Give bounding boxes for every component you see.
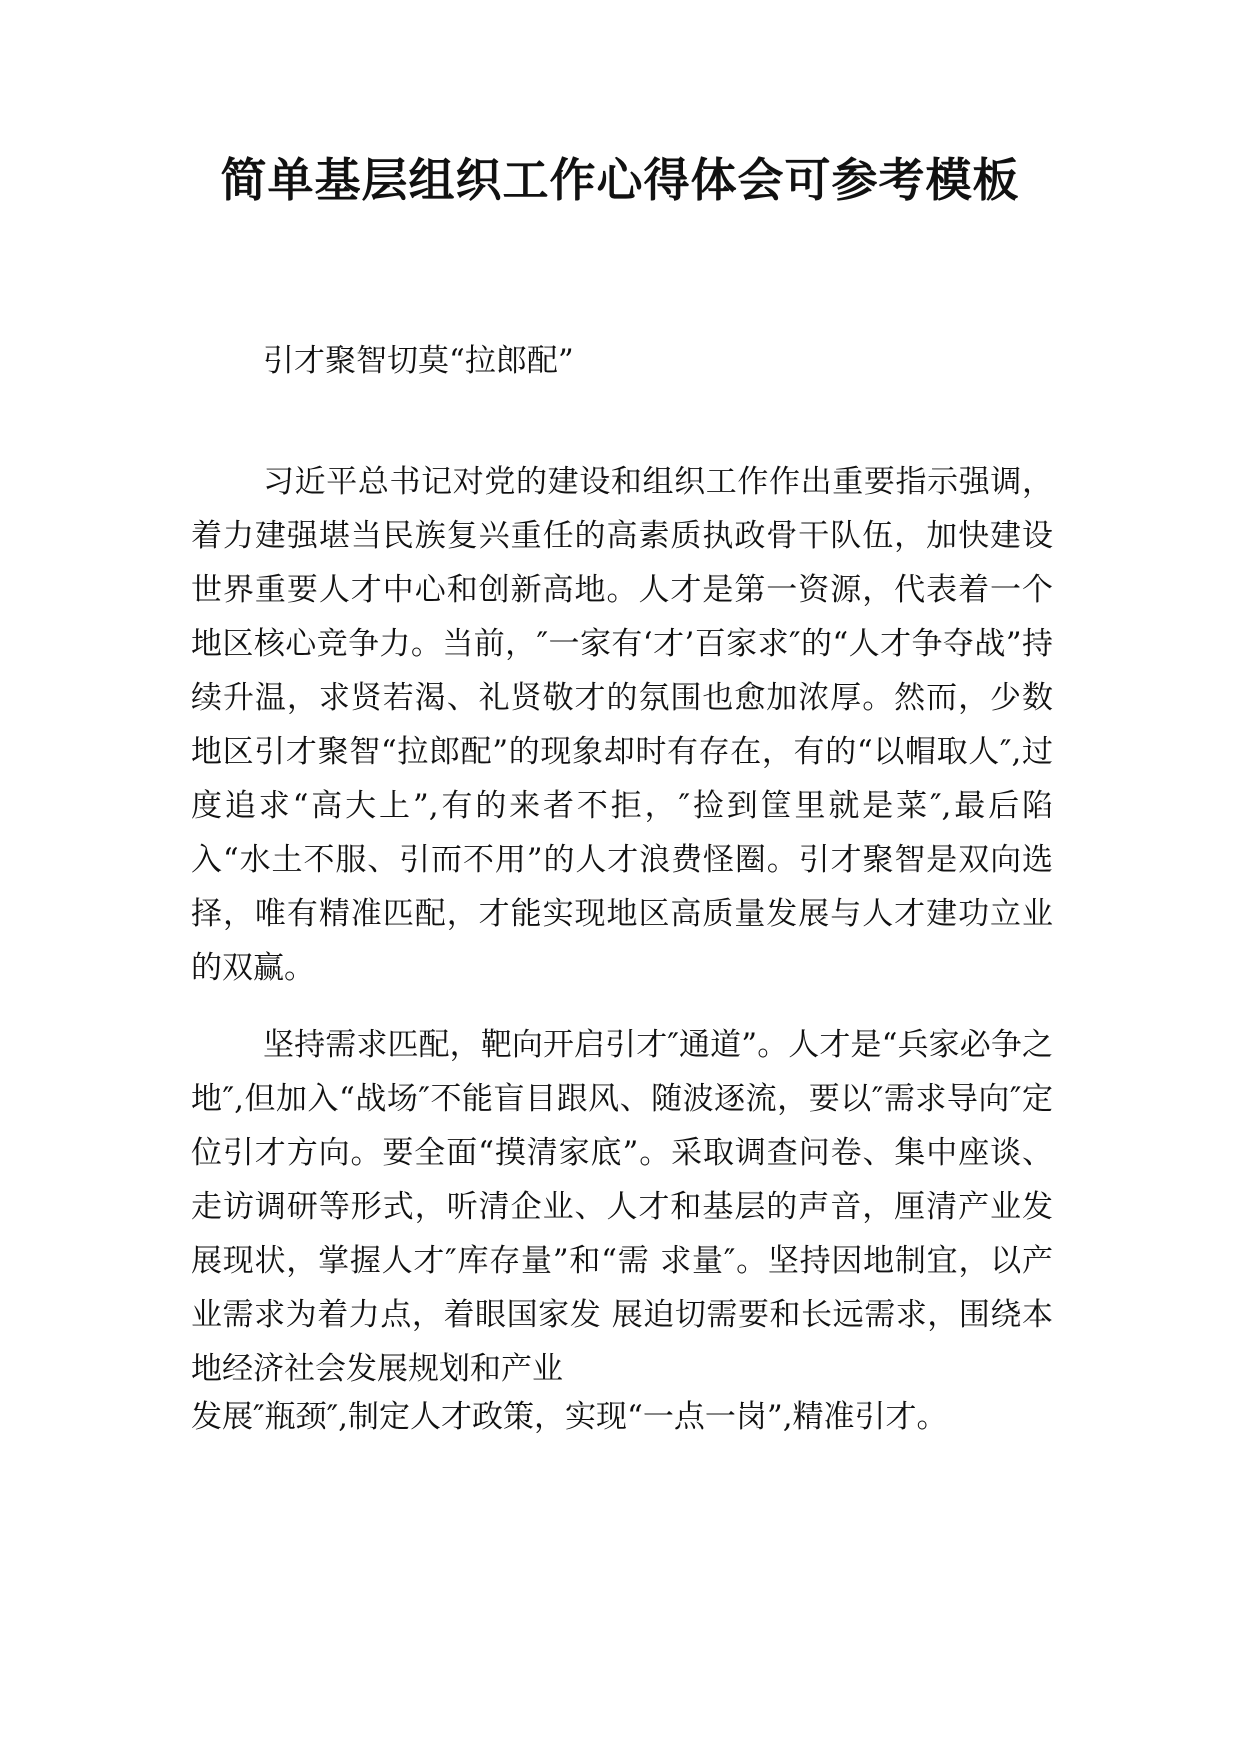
section-subtitle: 引才聚智切莫“拉郎配”	[263, 343, 574, 379]
paragraph-demand-matching: 坚持需求匹配，靶向开启引才″通道”。人才是“兵家必争之地″,但加入“战场″不能盲目跟风、随波逐流，要以″需求导向″定位引才方向。要全面“摸清家底”。采取调查问卷、集中座谈、走访调研等形式，听清企业、人才和基层的声音，厘清产业发展现状，掌握人才″库存量”和“需 求量″。坚持因地制宜，以产业需求为着力点，着眼国家发 展迫切需要和长远需求，围绕本地经济社会发展规划和产业	[191, 1027, 1053, 1387]
paragraph-intro: 习近平总书记对党的建设和组织工作作出重要指示强调，着力建强堪当民族复兴重任的高素质执政骨干队伍，加快建设世界重要人才中心和创新高地。人才是第一资源，代表着一个地区核心竞争力。当前，″一家有‘才’百家求″的“人才争夺战”持续升温，求贤若渴、礼贤敬才的氛围也愈加浓厚。然而，少数地区引才聚智“拉郎配”的现象却时有存在，有的“以帽取人″,过度追求“高大上”,有的来者不拒，″捡到筐里就是菜″,最后陷入“水土不服、引而不用”的人才浪费怪圈。引才聚智是双向选择，唯有精准匹配，才能实现地区高质量发展与人才建功立业的双赢。	[191, 464, 1053, 986]
document-title: 简单基层组织工作心得体会可参考模板	[220, 153, 1020, 207]
paragraph-demand-matching-tail: 发展″瓶颈″,制定人才政策，实现“一点一岗”,精准引才。	[191, 1399, 948, 1435]
